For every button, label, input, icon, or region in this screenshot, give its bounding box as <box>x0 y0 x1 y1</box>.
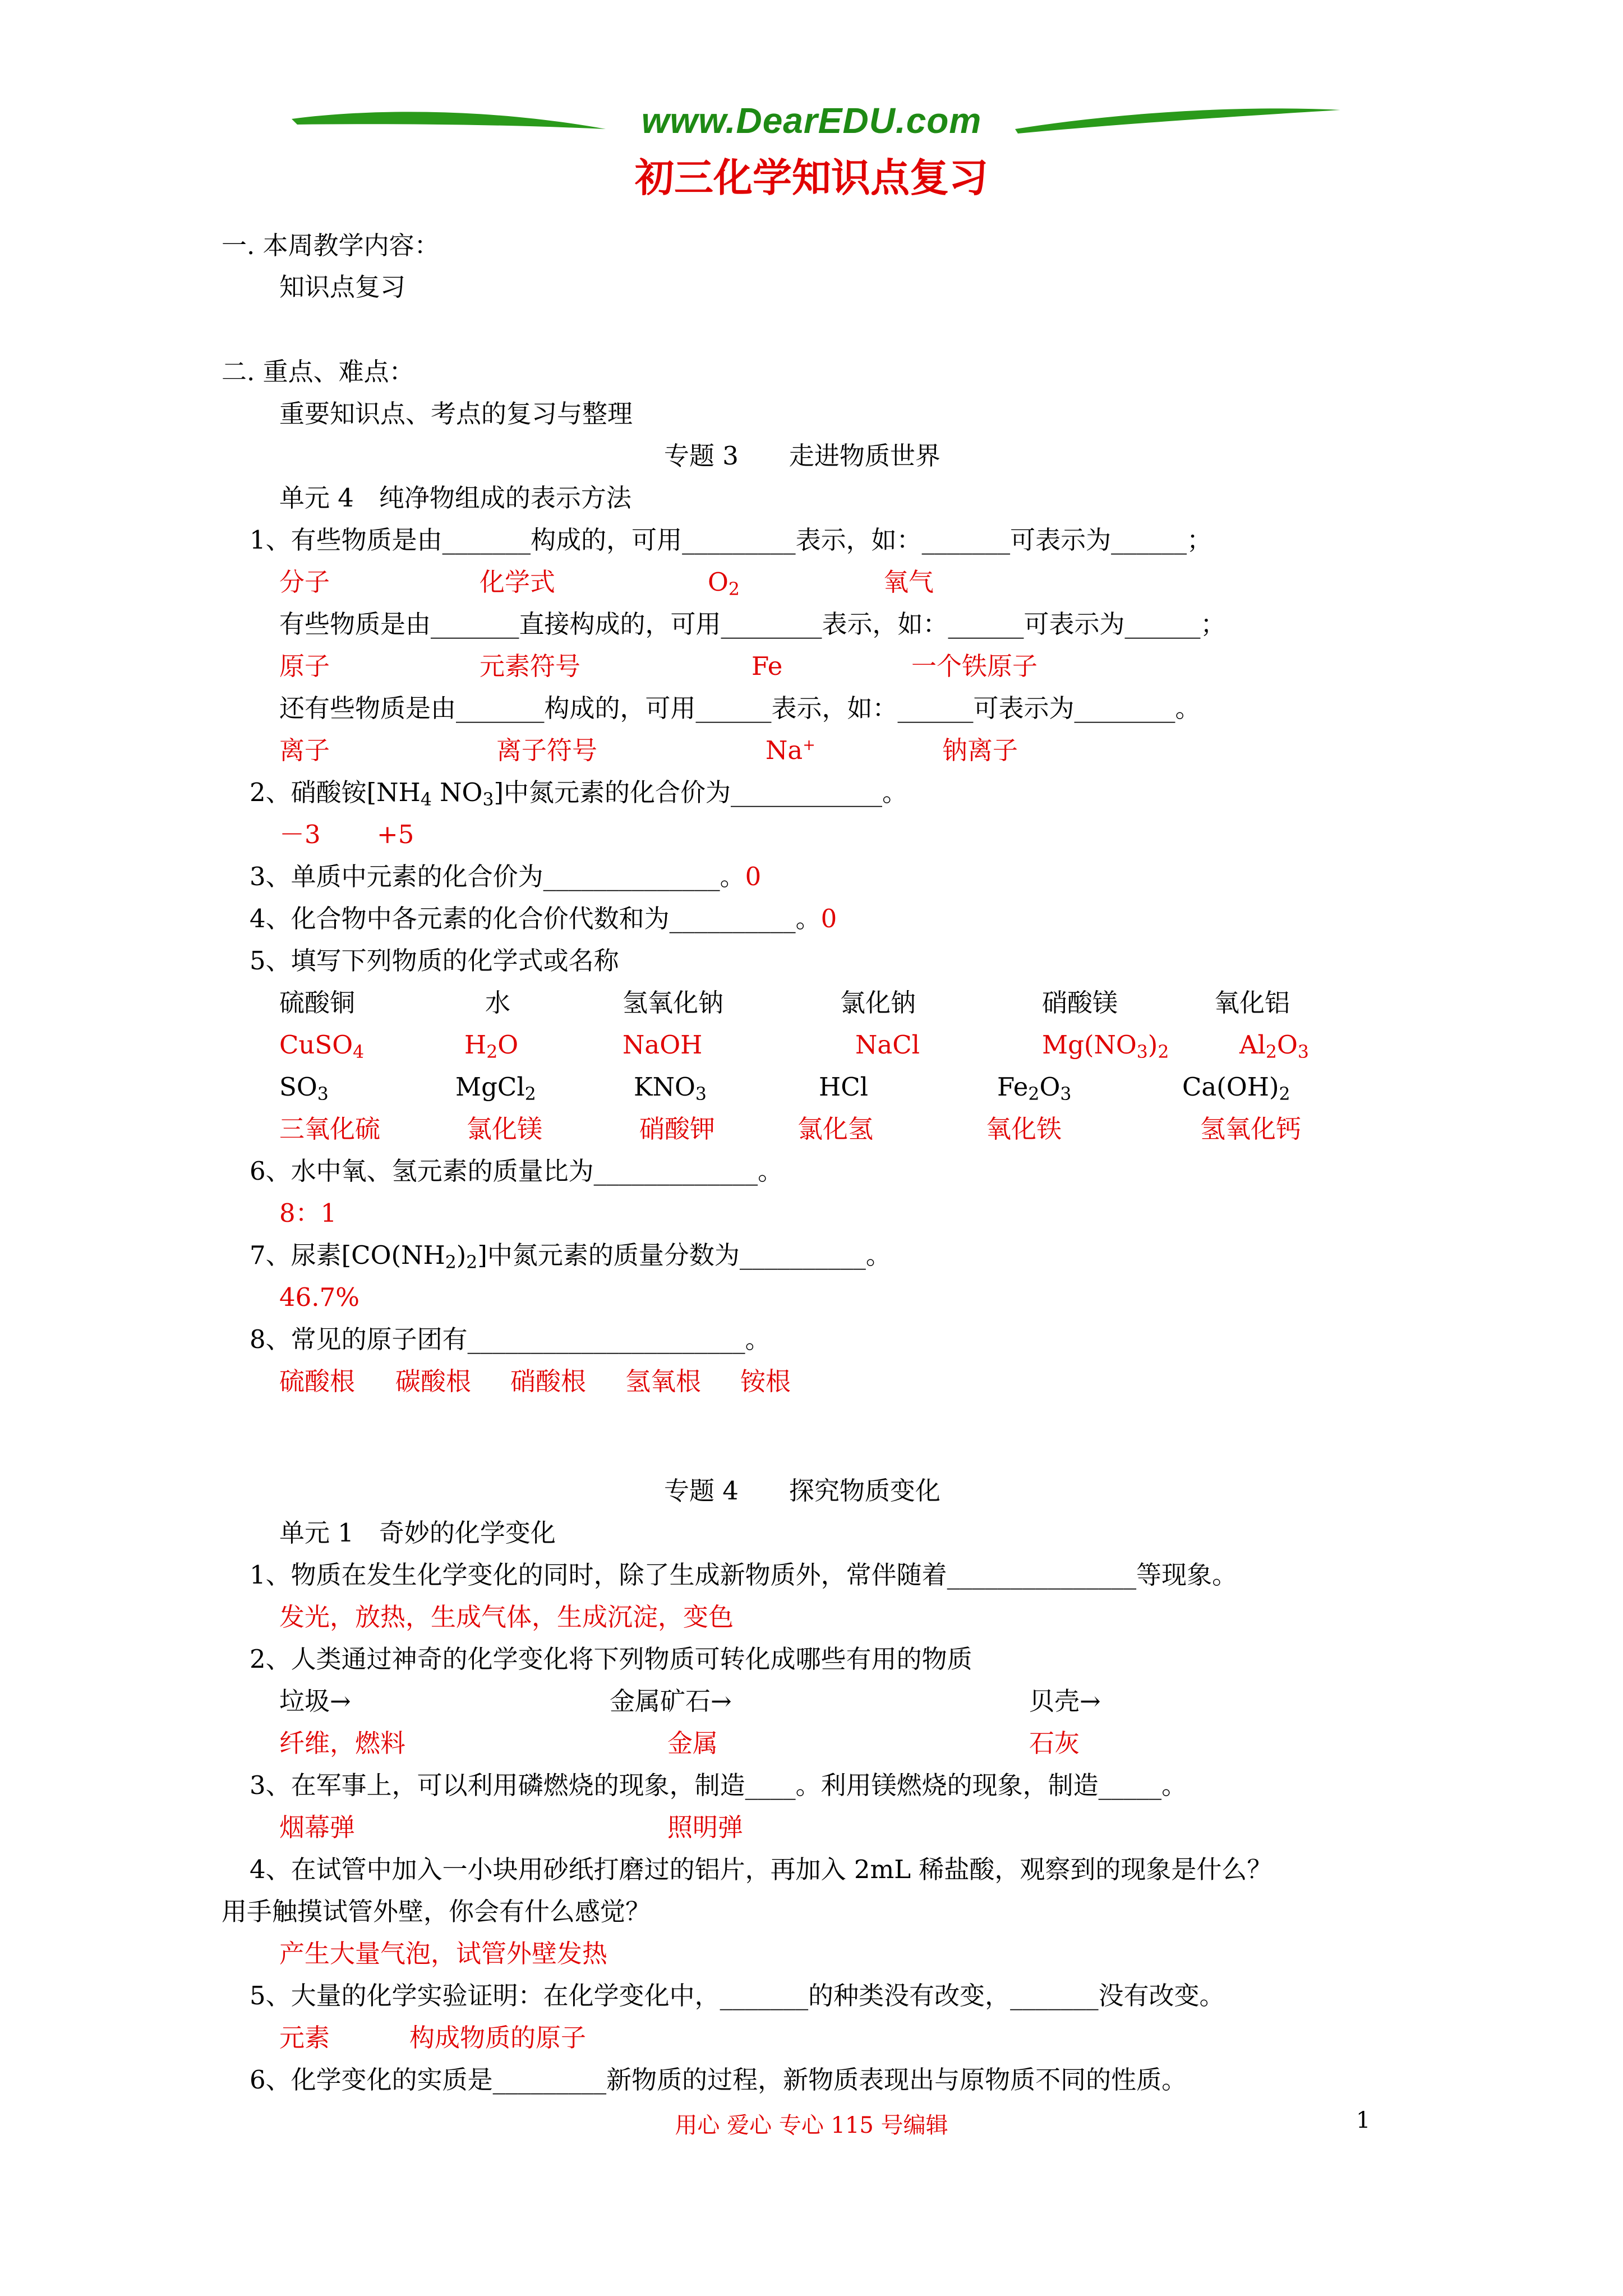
t4-a2-2: 金属 <box>667 1728 718 1758</box>
t3-q6: 6、水中氧、氢元素的质量比为_____________。 <box>250 1156 783 1186</box>
t4-a2-3: 石灰 <box>1029 1728 1080 1758</box>
t3-q1-line2: 有些物质是由_______直接构成的，可用________表示，如：______可表示为______； <box>279 609 1226 639</box>
t3-a8-1: 硫酸根 <box>279 1366 356 1396</box>
t3-q1-line1: 1、有些物质是由_______构成的，可用_________表示，如：_______可表示为______； <box>250 525 1212 555</box>
t4-q2: 2、人类通过神奇的化学变化将下列物质可转化成哪些有用的物质 <box>250 1644 972 1674</box>
t3-name-answer-4: 氯化氢 <box>797 1114 874 1144</box>
t3-q8: 8、常见的原子团有______________________。 <box>250 1324 771 1354</box>
t4-q6: 6、化学变化的实质是_________新物质的过程，新物质表现出与原物质不同的性质。 <box>250 2065 1187 2095</box>
t3-name-4: 氯化钠 <box>840 988 916 1018</box>
t3-a8-5: 铵根 <box>740 1366 791 1396</box>
page-number: 1 <box>1356 2108 1371 2133</box>
t3-a3: 0 <box>745 862 762 891</box>
t3-a1-line3-2: 离子符号 <box>496 735 598 765</box>
t3-formula-5: $Fe_2O_3$ <box>997 1072 1072 1105</box>
t3-name-answer-2: 氯化镁 <box>467 1114 543 1144</box>
topic-3-unit: 单元 4 纯净物组成的表示方法 <box>279 483 631 513</box>
t3-name-5: 硝酸镁 <box>1042 988 1118 1018</box>
t3-a1-line3-1: 离子 <box>279 735 330 765</box>
t3-q5: 5、填写下列物质的化学式或名称 <box>250 946 619 976</box>
t3-q7: 7、尿素$[CO(NH_2)_2]$中氮元素的质量分数为__________。 <box>250 1240 891 1273</box>
t3-formula-answer-1: CuSO$_4$ <box>279 1030 365 1062</box>
t3-a7: 46.7% <box>279 1282 359 1312</box>
t3-formula-answer-4: NaCl <box>855 1030 920 1060</box>
t3-formula-answer-2: $H_2O$ <box>464 1030 519 1062</box>
t4-q4-line2: 用手触摸试管外壁，你会有什么感觉？ <box>222 1897 651 1926</box>
t3-name-answer-1: 三氧化硫 <box>279 1114 381 1144</box>
section-2-body: 重要知识点、考点的复习与整理 <box>279 399 633 429</box>
t3-q1-line3: 还有些物质是由_______构成的，可用______表示，如：______可表示为________。 <box>279 693 1201 723</box>
t3-a1-line1-2: 化学式 <box>479 567 556 597</box>
t3-a8-2: 碳酸根 <box>395 1366 472 1396</box>
t3-q2: 2、硝酸铵[$NH_4$ $NO_3$]中氮元素的化合价为____________。 <box>250 777 908 810</box>
t3-a1-line1-4: 氧气 <box>883 567 934 597</box>
topic-4-unit: 单元 1 奇妙的化学变化 <box>279 1518 556 1548</box>
t3-a2-2: +5 <box>377 820 414 849</box>
t4-q2-item-3: 贝壳→ <box>1029 1686 1101 1716</box>
t3-a1-line1-3: $O_2$ <box>708 567 740 600</box>
t3-formula-6: $Ca(OH)_2$ <box>1182 1072 1290 1105</box>
t3-a1-line2-2: 元素符号 <box>479 651 581 681</box>
t4-q3: 3、在军事上，可以利用磷燃烧的现象，制造____。利用镁燃烧的现象，制造_____。 <box>250 1770 1187 1800</box>
t3-formula-4: HCl <box>819 1072 869 1102</box>
t4-q1: 1、物质在发生化学变化的同时，除了生成新物质外，常伴随着_______________等现象。 <box>250 1560 1238 1590</box>
t3-a1-line2-4: 一个铁原子 <box>911 651 1038 681</box>
t3-name-2: 水 <box>485 988 511 1018</box>
section-1-heading: 一. 本周教学内容： <box>222 231 440 260</box>
t3-a1-line1-1: 分子 <box>279 567 330 597</box>
t3-a1-line2-1: 原子 <box>279 651 330 681</box>
t3-a1-line3-3: Na+ <box>766 735 815 765</box>
t3-formula-answer-3: NaOH <box>623 1030 703 1060</box>
t3-a8-3: 硝酸根 <box>510 1366 587 1396</box>
t3-name-answer-6: 氢氧化钙 <box>1200 1114 1302 1144</box>
t3-formula-3: $KNO_3$ <box>634 1072 707 1105</box>
t3-a4: 0 <box>820 904 837 933</box>
t3-a1-line3-4: 钠离子 <box>942 735 1018 765</box>
t3-a6: 8：1 <box>279 1198 337 1228</box>
t3-name-answer-3: 硝酸钾 <box>639 1114 716 1144</box>
t4-a5-1: 元素 <box>279 2023 330 2053</box>
t4-a3-1: 烟幕弹 <box>279 1812 356 1842</box>
t4-q4-line1: 4、在试管中加入一小块用砂纸打磨过的铝片，再加入 2mL 稀盐酸，观察到的现象是什么？ <box>250 1855 1272 1884</box>
t3-formula-2: MgCl$_2$ <box>455 1072 536 1105</box>
footer-text: 用心 爱心 专心 115 号编辑 <box>675 2113 948 2138</box>
t4-q5: 5、大量的化学实验证明：在化学变化中，_______的种类没有改变，_______没有改变。 <box>250 1981 1225 2010</box>
topic-4-heading: 专题 4 探究物质变化 <box>664 1476 940 1506</box>
t4-a3-2: 照明弹 <box>667 1812 744 1842</box>
t4-a2-1: 纤维，燃料 <box>279 1728 406 1758</box>
t3-q4: 4、化合物中各元素的化合价代数和为__________。0 <box>250 904 837 933</box>
t4-q2-item-2: 金属矿石→ <box>610 1686 732 1716</box>
brand-logo <box>0 100 1623 141</box>
t3-name-answer-5: 氧化铁 <box>986 1114 1062 1144</box>
t4-q2-item-1: 垃圾→ <box>279 1686 351 1716</box>
section-2-heading: 二. 重点、难点： <box>222 357 414 386</box>
t4-a4: 产生大量气泡，试管外壁发热 <box>279 1939 608 1968</box>
t3-name-1: 硫酸铜 <box>279 988 356 1018</box>
t3-name-3: 氢氧化钠 <box>623 988 724 1018</box>
page-title: 初三化学知识点复习 <box>635 154 988 201</box>
topic-3-heading: 专题 3 走进物质世界 <box>664 441 940 471</box>
t4-a1: 发光，放热，生成气体，生成沉淀，变色 <box>279 1602 734 1632</box>
t3-a8-4: 氢氧根 <box>625 1366 702 1396</box>
t4-a5-2: 构成物质的原子 <box>409 2023 587 2053</box>
t3-a2-1: －3 <box>279 820 321 849</box>
brand-text: www.DearEDU.com <box>641 100 982 141</box>
t3-a1-line2-3: Fe <box>751 651 783 681</box>
t3-formula-answer-6: $Al_2O_3$ <box>1239 1030 1309 1062</box>
t3-q3: 3、单质中元素的化合价为______________。0 <box>250 862 762 891</box>
t3-formula-answer-5: $Mg(NO_3)_2$ <box>1042 1030 1169 1062</box>
section-1-body: 知识点复习 <box>279 272 406 302</box>
t3-name-6: 氧化铝 <box>1214 988 1290 1018</box>
t3-formula-1: $SO_3$ <box>279 1072 329 1105</box>
